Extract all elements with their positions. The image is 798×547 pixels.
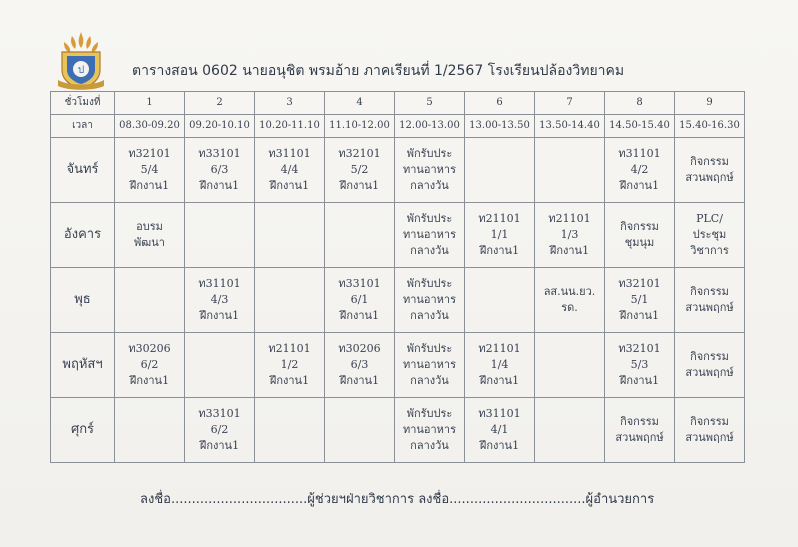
schedule-cell	[675, 333, 745, 398]
day-row	[51, 138, 745, 203]
time-slot: 13.50-14.40	[535, 115, 605, 138]
schedule-cell-line: ท32101	[128, 147, 171, 160]
schedule-cell-line: กิจกรรม	[690, 415, 729, 428]
schedule-cell	[325, 333, 395, 398]
time-slot: 15.40-16.30	[675, 115, 745, 138]
schedule-cell-line: วิชาการ	[690, 244, 729, 257]
time-slot: 10.20-11.10	[255, 115, 325, 138]
schedule-cell-line: ท31101	[198, 277, 241, 290]
schedule-cell-line: ฝึกงาน1	[129, 374, 170, 387]
schedule-cell-line: ท21101	[548, 212, 591, 225]
period-number: 8	[605, 92, 675, 115]
schedule-cell-line: ท31101	[268, 147, 311, 160]
schedule-cell-line: กลางวัน	[410, 439, 449, 452]
schedule-cell-line: ท21101	[478, 212, 521, 225]
schedule-cell-line: 5/1	[630, 293, 649, 306]
day-name: อังคาร	[51, 203, 115, 268]
schedule-cell	[255, 138, 325, 203]
schedule-cell-line: กลางวัน	[410, 244, 449, 257]
day-row	[51, 268, 745, 333]
schedule-cell	[535, 398, 605, 463]
schedule-cell-line: ประชุม	[692, 228, 727, 241]
schedule-cell	[325, 398, 395, 463]
schedule-cell-line: ท32101	[618, 277, 661, 290]
time-slot: 08.30-09.20	[115, 115, 185, 138]
schedule-cell-line: อบรม	[136, 220, 163, 233]
schedule-cell-line: 1/4	[490, 358, 509, 371]
schedule-cell-line: PLC/	[696, 212, 723, 225]
page-title: ตารางสอน 0602 นายอนุชิต พรมอ้าย ภาคเรียนที่ 1/2567 โรงเรียนปล้องวิทยาคม	[132, 63, 625, 79]
schedule-cell	[115, 398, 185, 463]
schedule-cell-line: สวนพฤกษ์	[685, 431, 734, 444]
schedule-cell-line: 4/3	[210, 293, 229, 306]
time-label: เวลา	[51, 115, 115, 138]
time-slot: 13.00-13.50	[465, 115, 535, 138]
period-header-row	[51, 92, 745, 115]
schedule-cell	[675, 398, 745, 463]
schedule-cell-line: ฝึกงาน1	[479, 439, 520, 452]
schedule-cell-line: 5/3	[630, 358, 649, 371]
schedule-cell	[115, 138, 185, 203]
schedule-cell	[185, 138, 255, 203]
schedule-cell	[675, 268, 745, 333]
time-slot: 14.50-15.40	[605, 115, 675, 138]
schedule-cell-line: 6/3	[350, 358, 369, 371]
schedule-cell-line: สวนพฤกษ์	[685, 366, 734, 379]
schedule-cell-line: ฝึกงาน1	[339, 309, 380, 322]
schedule-cell-line: กิจกรรม	[620, 220, 659, 233]
schedule-cell-line: กิจกรรม	[690, 155, 729, 168]
schedule-cell-line: ฝึกงาน1	[269, 374, 310, 387]
schedule-cell-line: 4/1	[490, 423, 509, 436]
schedule-cell-line: ฝึกงาน1	[619, 309, 660, 322]
schedule-cell	[185, 203, 255, 268]
time-header-row	[51, 115, 745, 138]
schedule-cell-line: กิจกรรม	[690, 350, 729, 363]
schedule-cell	[465, 333, 535, 398]
schedule-cell-line: ฝึกงาน1	[199, 439, 240, 452]
day-row	[51, 203, 745, 268]
signature-line: ลงชื่อ.................................ผู้ช่วยฯฝ่ายวิชาการ ลงชื่อ.................................ผู้อำนวยการ	[140, 492, 655, 507]
time-slot: 09.20-10.10	[185, 115, 255, 138]
schedule-cell-line: ฝึกงาน1	[619, 374, 660, 387]
schedule-cell-line: สวนพฤกษ์	[685, 301, 734, 314]
schedule-cell-line: สวนพฤกษ์	[615, 431, 664, 444]
schedule-cell-line: ท30206	[338, 342, 381, 355]
schedule-cell-line: ฝึกงาน1	[199, 179, 240, 192]
schedule-cell-line: พักรับประ	[406, 277, 453, 290]
schedule-cell-line: ท32101	[338, 147, 381, 160]
schedule-cell-line: 6/3	[210, 163, 229, 176]
schedule-cell	[535, 268, 605, 333]
time-slot: 11.10-12.00	[325, 115, 395, 138]
day-name: จันทร์	[51, 138, 115, 203]
time-slot: 12.00-13.00	[395, 115, 465, 138]
schedule-cell-line: ท21101	[268, 342, 311, 355]
school-emblem-icon	[50, 30, 112, 92]
schedule-cell-line: ลส.นน.ยว.	[543, 285, 596, 298]
schedule-cell-line: ฝึกงาน1	[199, 309, 240, 322]
schedule-cell	[465, 268, 535, 333]
schedule-cell-line: ทานอาหาร	[402, 228, 457, 241]
schedule-cell	[605, 398, 675, 463]
day-row	[51, 333, 745, 398]
schedule-cell	[395, 203, 465, 268]
period-number: 6	[465, 92, 535, 115]
schedule-cell	[675, 203, 745, 268]
schedule-cell-line: สวนพฤกษ์	[685, 171, 734, 184]
schedule-cell-line: ท33101	[198, 147, 241, 160]
schedule-cell	[325, 138, 395, 203]
schedule-cell	[395, 398, 465, 463]
schedule-cell-line: กิจกรรม	[690, 285, 729, 298]
schedule-cell-line: ท30206	[128, 342, 171, 355]
schedule-cell	[395, 333, 465, 398]
schedule-cell-line: ฝึกงาน1	[339, 179, 380, 192]
schedule-cell	[325, 268, 395, 333]
period-number: 3	[255, 92, 325, 115]
period-number: 7	[535, 92, 605, 115]
schedule-cell-line: ฝึกงาน1	[129, 179, 170, 192]
schedule-cell-line: ฝึกงาน1	[549, 244, 590, 257]
schedule-cell-line: ทานอาหาร	[402, 293, 457, 306]
schedule-cell-line: ท32101	[618, 342, 661, 355]
schedule-cell-line: รด.	[561, 301, 578, 314]
schedule-cell-line: 6/2	[210, 423, 229, 436]
schedule-cell-line: กิจกรรม	[620, 415, 659, 428]
schedule-cell	[535, 333, 605, 398]
day-name: ศุกร์	[51, 398, 115, 463]
schedule-cell-line: พักรับประ	[406, 407, 453, 420]
schedule-cell-line: 1/3	[560, 228, 579, 241]
schedule-cell	[395, 138, 465, 203]
schedule-cell-line: พัฒนา	[134, 236, 165, 249]
schedule-cell-line: กลางวัน	[410, 374, 449, 387]
schedule-cell	[115, 203, 185, 268]
schedule-cell-line: ฝึกงาน1	[479, 374, 520, 387]
timetable	[50, 91, 745, 463]
period-number: 9	[675, 92, 745, 115]
day-name: พฤหัสฯ	[51, 333, 115, 398]
schedule-cell	[465, 398, 535, 463]
schedule-cell-line: ทานอาหาร	[402, 163, 457, 176]
schedule-cell-line: ท21101	[478, 342, 521, 355]
schedule-cell	[535, 138, 605, 203]
schedule-cell-line: ฝึกงาน1	[339, 374, 380, 387]
schedule-cell	[325, 203, 395, 268]
period-number: 4	[325, 92, 395, 115]
schedule-cell-line: ชุมนุม	[624, 236, 655, 249]
period-number: 1	[115, 92, 185, 115]
schedule-cell	[605, 203, 675, 268]
schedule-cell-line: ทานอาหาร	[402, 358, 457, 371]
schedule-cell-line: ฝึกงาน1	[269, 179, 310, 192]
schedule-cell	[465, 203, 535, 268]
schedule-cell-line: 1/2	[280, 358, 299, 371]
schedule-cell-line: กลางวัน	[410, 179, 449, 192]
schedule-cell-line: 4/4	[280, 163, 299, 176]
schedule-cell	[465, 138, 535, 203]
schedule-cell	[255, 398, 325, 463]
schedule-cell-line: พักรับประ	[406, 147, 453, 160]
schedule-cell	[185, 268, 255, 333]
schedule-cell-line: 6/1	[350, 293, 369, 306]
svg-text:ป: ป	[77, 65, 85, 76]
schedule-cell	[395, 268, 465, 333]
schedule-cell-line: ท31101	[618, 147, 661, 160]
schedule-cell-line: 4/2	[630, 163, 649, 176]
schedule-cell	[255, 203, 325, 268]
schedule-cell-line: ทานอาหาร	[402, 423, 457, 436]
schedule-cell-line: กลางวัน	[410, 309, 449, 322]
schedule-cell-line: 1/1	[490, 228, 509, 241]
schedule-cell-line: 5/4	[140, 163, 159, 176]
period-number: 2	[185, 92, 255, 115]
schedule-cell-line: พักรับประ	[406, 342, 453, 355]
schedule-cell	[605, 333, 675, 398]
schedule-cell-line: 5/2	[350, 163, 369, 176]
day-name: พุธ	[51, 268, 115, 333]
schedule-cell-line: พักรับประ	[406, 212, 453, 225]
schedule-cell	[605, 138, 675, 203]
day-row	[51, 398, 745, 463]
schedule-cell	[115, 333, 185, 398]
schedule-cell-line: 6/2	[140, 358, 159, 371]
schedule-cell	[185, 398, 255, 463]
schedule-cell	[115, 268, 185, 333]
schedule-cell	[675, 138, 745, 203]
schedule-cell	[535, 203, 605, 268]
schedule-cell-line: ท33101	[198, 407, 241, 420]
schedule-cell	[605, 268, 675, 333]
schedule-cell-line: ท31101	[478, 407, 521, 420]
schedule-cell	[185, 333, 255, 398]
schedule-cell	[255, 333, 325, 398]
schedule-cell-line: ฝึกงาน1	[619, 179, 660, 192]
schedule-cell-line: ฝึกงาน1	[479, 244, 520, 257]
schedule-cell	[255, 268, 325, 333]
period-label: ชั่วโมงที่	[51, 92, 115, 115]
schedule-cell-line: ท33101	[338, 277, 381, 290]
period-number: 5	[395, 92, 465, 115]
